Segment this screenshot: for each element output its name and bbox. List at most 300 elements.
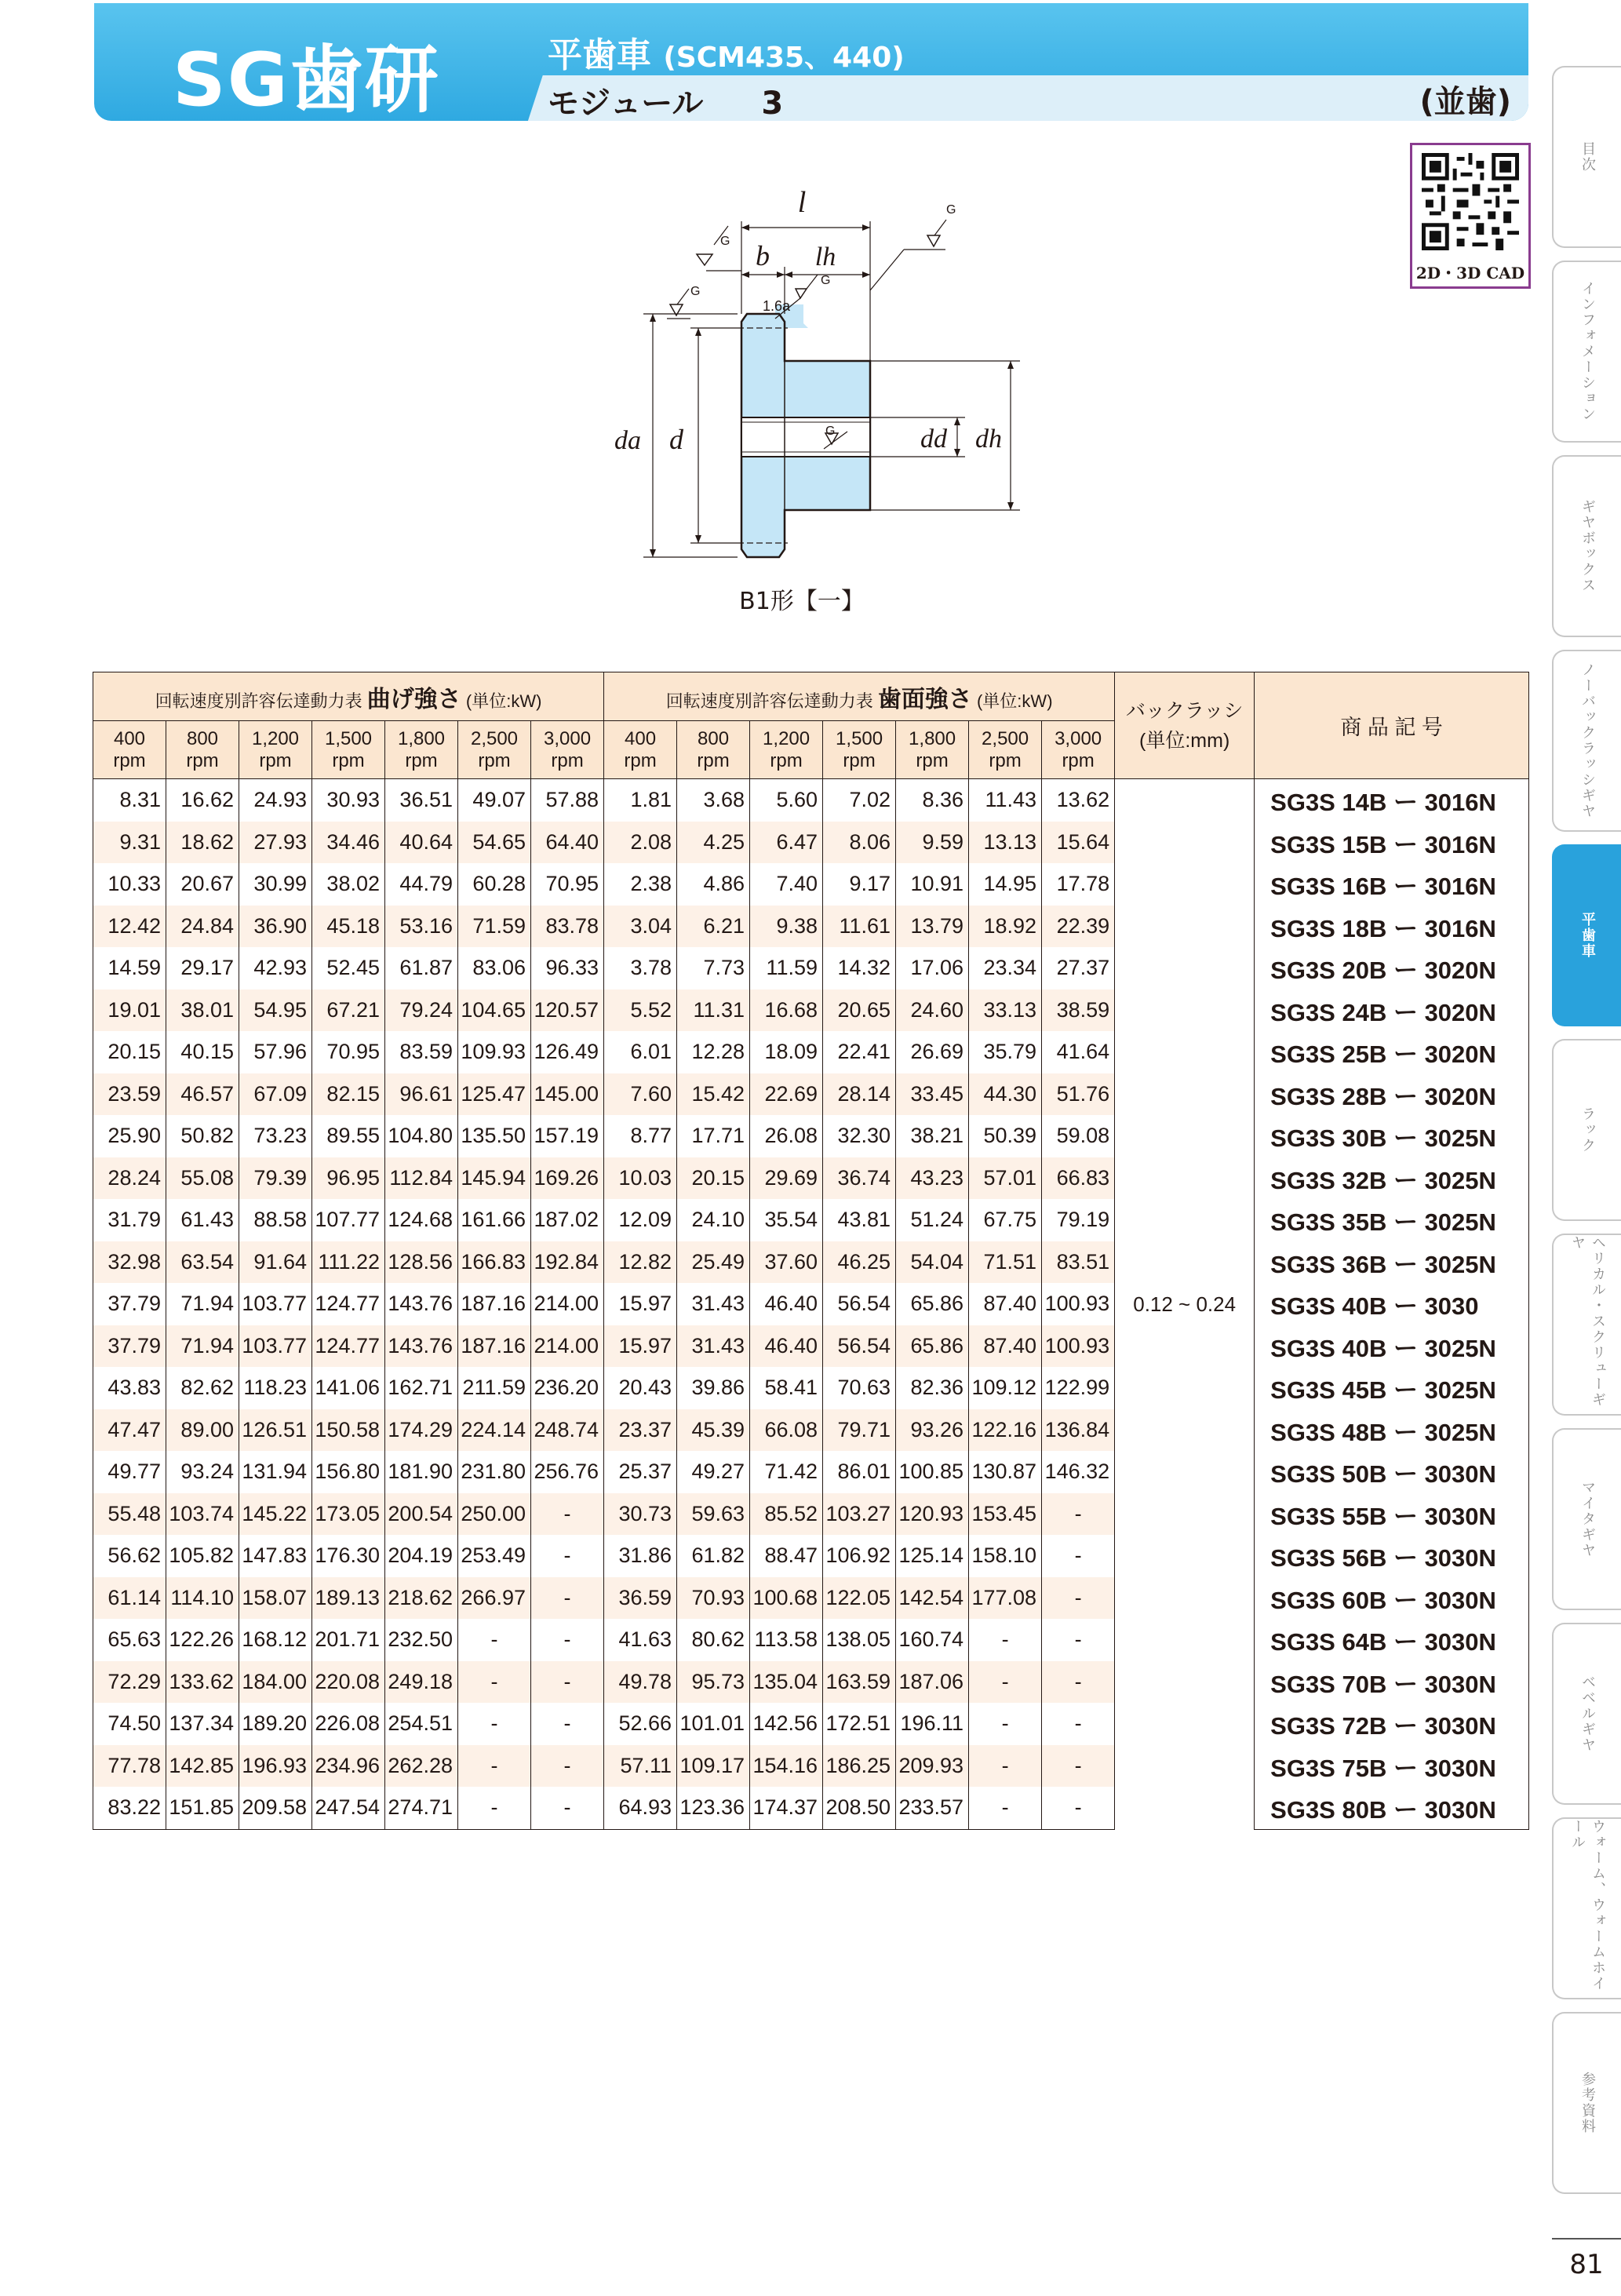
module-line	[548, 78, 783, 121]
bending-power-cell: 218.62	[385, 1577, 458, 1620]
surface-power-cell: 196.11	[896, 1703, 969, 1745]
drawing-caption: B1形【一】	[739, 588, 865, 615]
surface-power-cell: 7.60	[604, 1073, 677, 1116]
bending-power-cell: 168.12	[239, 1619, 312, 1661]
bending-power-cell: 104.65	[458, 989, 531, 1032]
product-code[interactable]: SG3S 25B ー 3020N	[1255, 1031, 1529, 1073]
surface-power-cell: 3.04	[604, 906, 677, 948]
bending-power-cell: 189.13	[312, 1577, 385, 1620]
side-tab-label: 参考資料	[1579, 2072, 1596, 2134]
gear-drawing	[596, 173, 1036, 620]
side-tab[interactable]	[1552, 844, 1621, 1026]
gear-type: 平歯車	[548, 35, 651, 75]
surface-power-cell: 20.43	[604, 1367, 677, 1409]
bending-power-cell: 52.45	[312, 947, 385, 989]
grind-mark-2: G	[690, 285, 701, 298]
bending-power-cell: 82.62	[166, 1367, 239, 1409]
table-row	[93, 1535, 1529, 1577]
surface-power-cell: 71.42	[750, 1451, 823, 1493]
surface-power-cell: 31.43	[677, 1325, 750, 1368]
bending-power-cell: 143.76	[385, 1283, 458, 1325]
surface-power-cell: -	[1042, 1619, 1115, 1661]
bending-power-cell: 38.02	[312, 863, 385, 906]
surface-power-cell: 2.08	[604, 822, 677, 864]
surface-power-cell: 46.40	[750, 1325, 823, 1368]
bending-power-cell: 249.18	[385, 1661, 458, 1704]
bending-power-cell: -	[458, 1787, 531, 1829]
bending-power-cell: 201.71	[312, 1619, 385, 1661]
side-tab-label: ノーバックラッシギヤ	[1579, 662, 1596, 819]
bending-power-cell: 184.00	[239, 1661, 312, 1704]
surface-power-cell: 160.74	[896, 1619, 969, 1661]
product-code[interactable]: SG3S 56B ー 3030N	[1255, 1535, 1529, 1577]
bending-power-cell: 209.58	[239, 1787, 312, 1829]
gear-type-line	[548, 27, 905, 77]
surface-power-cell: 209.93	[896, 1745, 969, 1788]
surface-power-cell: 38.59	[1042, 989, 1115, 1032]
rpm-header: 1,500 rpm	[312, 721, 385, 779]
bending-power-cell: 18.62	[166, 822, 239, 864]
product-code[interactable]: SG3S 75B ー 3030N	[1255, 1745, 1529, 1788]
surface-power-cell: 28.14	[823, 1073, 896, 1116]
material: (SCM435、440)	[663, 42, 905, 74]
side-tab[interactable]	[1552, 261, 1621, 443]
bending-power-cell: 67.21	[312, 989, 385, 1032]
rpm-header: 1,200 rpm	[239, 721, 312, 779]
dim-lh: lh	[814, 242, 836, 272]
side-tab[interactable]	[1552, 1817, 1621, 1999]
bending-power-cell: 150.58	[312, 1409, 385, 1452]
bending-power-cell: 262.28	[385, 1745, 458, 1788]
rpm-header: 3,000 rpm	[1042, 721, 1115, 779]
surface-power-cell: 142.54	[896, 1577, 969, 1620]
bending-power-cell: 83.78	[531, 906, 604, 948]
surface-power-cell: 22.69	[750, 1073, 823, 1116]
bending-power-cell: 103.77	[239, 1283, 312, 1325]
surface-power-cell: 65.86	[896, 1283, 969, 1325]
surface-power-cell: 2.38	[604, 863, 677, 906]
bending-power-cell: 89.00	[166, 1409, 239, 1452]
surface-power-cell: 10.91	[896, 863, 969, 906]
product-code[interactable]: SG3S 50B ー 3030N	[1255, 1451, 1529, 1493]
surface-power-cell: 8.77	[604, 1115, 677, 1157]
bending-power-cell: -	[531, 1577, 604, 1620]
bending-power-cell: 253.49	[458, 1535, 531, 1577]
surface-power-cell: 49.27	[677, 1451, 750, 1493]
bending-power-cell: 189.20	[239, 1703, 312, 1745]
side-tab-label: ベベルギヤ	[1579, 1675, 1596, 1753]
product-code-header: 商 品 記 号	[1255, 672, 1529, 779]
bending-power-cell: 9.31	[93, 822, 166, 864]
bending-power-cell: 176.30	[312, 1535, 385, 1577]
rpm-header: 1,800 rpm	[385, 721, 458, 779]
bending-power-cell: 224.14	[458, 1409, 531, 1452]
side-tab-label: ギヤボックス	[1579, 499, 1596, 593]
surface-power-cell: 61.82	[677, 1535, 750, 1577]
table-row	[93, 989, 1529, 1032]
surface-power-cell: -	[969, 1745, 1042, 1788]
surface-power-cell: 50.39	[969, 1115, 1042, 1157]
surface-power-cell: 56.54	[823, 1283, 896, 1325]
surface-power-cell: 70.93	[677, 1577, 750, 1620]
table-row	[93, 1241, 1529, 1284]
bending-power-cell: 204.19	[385, 1535, 458, 1577]
bending-power-cell: 220.08	[312, 1661, 385, 1704]
surface-power-cell: 57.01	[969, 1157, 1042, 1200]
bending-power-cell: 93.24	[166, 1451, 239, 1493]
bending-power-cell: 61.14	[93, 1577, 166, 1620]
rpm-header: 400 rpm	[604, 721, 677, 779]
bending-power-cell: 200.54	[385, 1493, 458, 1536]
surface-power-cell: 93.26	[896, 1409, 969, 1452]
product-code[interactable]: SG3S 18B ー 3016N	[1255, 906, 1529, 948]
bending-power-cell: 61.87	[385, 947, 458, 989]
rpm-header: 2,500 rpm	[458, 721, 531, 779]
surface-power-cell: 208.50	[823, 1787, 896, 1829]
surface-power-cell: -	[1042, 1577, 1115, 1620]
bending-power-cell: 96.33	[531, 947, 604, 989]
dim-l: l	[797, 186, 807, 219]
bending-power-cell: 63.54	[166, 1241, 239, 1284]
surface-power-cell: 43.23	[896, 1157, 969, 1200]
bending-power-cell: 70.95	[531, 863, 604, 906]
bending-power-cell: 8.31	[93, 779, 166, 822]
surface-power-cell: 146.32	[1042, 1451, 1115, 1493]
bending-power-cell: 12.42	[93, 906, 166, 948]
side-tab[interactable]	[1552, 66, 1621, 248]
surface-power-cell: 6.21	[677, 906, 750, 948]
bending-power-cell: 64.40	[531, 822, 604, 864]
bending-power-cell: 30.93	[312, 779, 385, 822]
bending-power-cell: 135.50	[458, 1115, 531, 1157]
bending-power-cell: 166.83	[458, 1241, 531, 1284]
product-code[interactable]: SG3S 45B ー 3025N	[1255, 1367, 1529, 1409]
bending-power-cell: 187.16	[458, 1325, 531, 1368]
product-code[interactable]: SG3S 24B ー 3020N	[1255, 989, 1529, 1032]
surface-power-cell: 153.45	[969, 1493, 1042, 1536]
surface-power-cell: 109.12	[969, 1367, 1042, 1409]
surface-power-cell: -	[969, 1661, 1042, 1704]
surface-power-cell: 123.36	[677, 1787, 750, 1829]
surface-power-cell: -	[969, 1619, 1042, 1661]
rpm-header: 800 rpm	[166, 721, 239, 779]
surface-power-cell: 54.04	[896, 1241, 969, 1284]
bending-power-cell: 16.62	[166, 779, 239, 822]
product-code[interactable]: SG3S 16B ー 3016N	[1255, 863, 1529, 906]
surface-power-cell: 122.16	[969, 1409, 1042, 1452]
product-code[interactable]: SG3S 28B ー 3020N	[1255, 1073, 1529, 1116]
surface-power-cell: 4.25	[677, 822, 750, 864]
table-row	[93, 947, 1529, 989]
side-tab[interactable]	[1552, 1234, 1621, 1416]
surface-power-cell: 15.97	[604, 1325, 677, 1368]
table-row	[93, 1787, 1529, 1829]
bending-power-cell: 10.33	[93, 863, 166, 906]
bending-power-cell: 37.79	[93, 1325, 166, 1368]
bending-power-cell: 151.85	[166, 1787, 239, 1829]
surface-power-cell: 57.11	[604, 1745, 677, 1788]
bending-power-cell: 133.62	[166, 1661, 239, 1704]
surface-power-cell: -	[969, 1787, 1042, 1829]
surface-power-cell: 15.42	[677, 1073, 750, 1116]
surface-power-cell: 233.57	[896, 1787, 969, 1829]
surface-power-cell: 23.34	[969, 947, 1042, 989]
side-tab[interactable]	[1552, 1039, 1621, 1221]
module-value: 3	[761, 86, 784, 121]
product-code[interactable]: SG3S 14B ー 3016N	[1255, 779, 1529, 822]
bending-power-cell: -	[531, 1745, 604, 1788]
table-row	[93, 1661, 1529, 1704]
table-row	[93, 1283, 1529, 1325]
bending-power-cell: 158.07	[239, 1577, 312, 1620]
product-code[interactable]: SG3S 20B ー 3020N	[1255, 947, 1529, 989]
bending-power-cell: 214.00	[531, 1283, 604, 1325]
surface-power-cell: 103.27	[823, 1493, 896, 1536]
side-tab-label: ラック	[1579, 1106, 1596, 1153]
surface-power-cell: 88.47	[750, 1535, 823, 1577]
product-code[interactable]: SG3S 36B ー 3025N	[1255, 1241, 1529, 1284]
surface-power-cell: 100.85	[896, 1451, 969, 1493]
bending-power-cell: 20.67	[166, 863, 239, 906]
product-code[interactable]: SG3S 64B ー 3030N	[1255, 1619, 1529, 1661]
surface-power-cell: 186.25	[823, 1745, 896, 1788]
table-row	[93, 1031, 1529, 1073]
table-row	[93, 1619, 1529, 1661]
bending-power-cell: 122.26	[166, 1619, 239, 1661]
surface-power-cell: 65.86	[896, 1325, 969, 1368]
bending-power-cell: 174.29	[385, 1409, 458, 1452]
surface-power-cell: 17.78	[1042, 863, 1115, 906]
bending-power-cell: 142.85	[166, 1745, 239, 1788]
bending-power-cell: 181.90	[385, 1451, 458, 1493]
table-row	[93, 1703, 1529, 1745]
bending-power-cell: 82.15	[312, 1073, 385, 1116]
bending-power-cell: 24.84	[166, 906, 239, 948]
surface-power-cell: 64.93	[604, 1787, 677, 1829]
product-code[interactable]: SG3S 72B ー 3030N	[1255, 1703, 1529, 1745]
surface-power-cell: 29.69	[750, 1157, 823, 1200]
surface-power-cell: 51.24	[896, 1199, 969, 1241]
surface-power-cell: 15.64	[1042, 822, 1115, 864]
side-tab-label: ウォーム、ウォームホイール	[1569, 1819, 1606, 1992]
backlash-value: 0.12 ~ 0.24	[1115, 779, 1255, 1830]
bending-power-cell: 28.24	[93, 1157, 166, 1200]
surface-power-cell: 100.93	[1042, 1325, 1115, 1368]
surface-power-cell: 163.59	[823, 1661, 896, 1704]
bending-power-cell: 25.90	[93, 1115, 166, 1157]
product-code[interactable]: SG3S 80B ー 3030N	[1255, 1787, 1529, 1829]
rpm-header: 2,500 rpm	[969, 721, 1042, 779]
bending-power-cell: 147.83	[239, 1535, 312, 1577]
surface-power-cell: 79.19	[1042, 1199, 1115, 1241]
surface-power-cell: 32.30	[823, 1115, 896, 1157]
bending-power-cell: 40.15	[166, 1031, 239, 1073]
bending-power-cell: 145.94	[458, 1157, 531, 1200]
surface-power-cell: 135.04	[750, 1661, 823, 1704]
product-code[interactable]: SG3S 30B ー 3025N	[1255, 1115, 1529, 1157]
surface-power-cell: 17.06	[896, 947, 969, 989]
power-rating-table	[93, 672, 1529, 1830]
side-tab[interactable]	[1552, 650, 1621, 832]
rpm-header: 800 rpm	[677, 721, 750, 779]
product-code[interactable]: SG3S 40B ー 3025N	[1255, 1325, 1529, 1368]
bending-power-cell: 47.47	[93, 1409, 166, 1452]
bending-power-cell: 74.50	[93, 1703, 166, 1745]
surface-power-cell: 79.71	[823, 1409, 896, 1452]
bending-power-cell: 29.17	[166, 947, 239, 989]
table-row	[93, 822, 1529, 864]
bending-power-cell: 42.93	[239, 947, 312, 989]
product-code[interactable]: SG3S 15B ー 3016N	[1255, 822, 1529, 864]
bending-power-cell: -	[531, 1619, 604, 1661]
product-code[interactable]: SG3S 35B ー 3025N	[1255, 1199, 1529, 1241]
bending-power-cell: 27.93	[239, 822, 312, 864]
product-code[interactable]: SG3S 48B ー 3025N	[1255, 1409, 1529, 1452]
bending-power-cell: 91.64	[239, 1241, 312, 1284]
bending-power-cell: 131.94	[239, 1451, 312, 1493]
bending-power-cell: 236.20	[531, 1367, 604, 1409]
bending-power-cell: -	[531, 1787, 604, 1829]
rpm-header: 3,000 rpm	[531, 721, 604, 779]
bending-power-cell: 89.55	[312, 1115, 385, 1157]
product-code[interactable]: SG3S 55B ー 3030N	[1255, 1493, 1529, 1536]
surface-power-cell: 11.43	[969, 779, 1042, 822]
surface-power-cell: -	[1042, 1703, 1115, 1745]
bending-power-cell: 232.50	[385, 1619, 458, 1661]
dim-dd: dd	[920, 425, 947, 454]
table-row	[93, 1157, 1529, 1200]
bending-power-cell: 88.58	[239, 1199, 312, 1241]
bending-power-cell: 145.00	[531, 1073, 604, 1116]
surface-power-cell: 125.14	[896, 1535, 969, 1577]
bending-power-cell: 56.62	[93, 1535, 166, 1577]
surface-power-cell: 30.73	[604, 1493, 677, 1536]
surface-power-cell: 41.63	[604, 1619, 677, 1661]
surface-power-cell: 59.63	[677, 1493, 750, 1536]
surface-power-cell: 20.15	[677, 1157, 750, 1200]
surface-power-cell: 3.78	[604, 947, 677, 989]
surface-power-cell: 58.41	[750, 1367, 823, 1409]
side-tab-label: 目次	[1579, 141, 1596, 173]
bending-power-cell: 55.08	[166, 1157, 239, 1200]
table-row	[93, 1367, 1529, 1409]
bending-power-cell: 162.71	[385, 1367, 458, 1409]
bending-power-cell: 60.28	[458, 863, 531, 906]
table-row	[93, 1199, 1529, 1241]
table-row	[93, 1409, 1529, 1452]
surface-power-cell: 26.69	[896, 1031, 969, 1073]
product-code[interactable]: SG3S 40B ー 3030	[1255, 1283, 1529, 1325]
surface-power-cell: 106.92	[823, 1535, 896, 1577]
dim-dh: dh	[975, 425, 1002, 454]
bending-power-cell: 45.18	[312, 906, 385, 948]
bending-power-cell: 72.29	[93, 1661, 166, 1704]
surface-power-cell: 25.37	[604, 1451, 677, 1493]
surface-power-cell: 59.08	[1042, 1115, 1115, 1157]
rpm-header: 1,800 rpm	[896, 721, 969, 779]
bending-power-cell: 254.51	[385, 1703, 458, 1745]
surface-power-cell: 5.60	[750, 779, 823, 822]
dim-d: d	[669, 424, 683, 455]
product-code[interactable]: SG3S 60B ー 3030N	[1255, 1577, 1529, 1620]
surface-power-cell: 122.99	[1042, 1367, 1115, 1409]
product-code[interactable]: SG3S 70B ー 3030N	[1255, 1661, 1529, 1704]
surface-power-cell: 13.79	[896, 906, 969, 948]
surface-power-cell: 177.08	[969, 1577, 1042, 1620]
surface-power-cell: 25.49	[677, 1241, 750, 1284]
bending-power-cell: 83.22	[93, 1787, 166, 1829]
bending-power-cell: 49.07	[458, 779, 531, 822]
surface-power-cell: 187.06	[896, 1661, 969, 1704]
dim-da: da	[614, 426, 641, 455]
page-header	[94, 3, 1528, 121]
bending-power-cell: 55.48	[93, 1493, 166, 1536]
table-row	[93, 1325, 1529, 1368]
bending-power-cell: 105.82	[166, 1535, 239, 1577]
side-tab[interactable]	[1552, 1623, 1621, 1805]
surface-power-cell: 6.01	[604, 1031, 677, 1073]
side-tab-label: インフォメーション	[1579, 281, 1596, 422]
bending-power-cell: -	[458, 1703, 531, 1745]
surface-power-cell: 7.02	[823, 779, 896, 822]
table-row	[93, 779, 1529, 822]
table-row	[93, 1493, 1529, 1536]
surface-power-cell: 41.64	[1042, 1031, 1115, 1073]
surface-power-cell: 85.52	[750, 1493, 823, 1536]
bending-power-cell: 103.77	[239, 1325, 312, 1368]
surface-power-cell: 138.05	[823, 1619, 896, 1661]
surface-power-cell: 7.40	[750, 863, 823, 906]
bending-power-cell: 49.77	[93, 1451, 166, 1493]
surface-power-cell: -	[1042, 1745, 1115, 1788]
bending-power-cell: 46.57	[166, 1073, 239, 1116]
bending-power-cell: 50.82	[166, 1115, 239, 1157]
surface-power-cell: 174.37	[750, 1787, 823, 1829]
bending-power-cell: 214.00	[531, 1325, 604, 1368]
side-tab[interactable]	[1552, 1428, 1621, 1610]
surface-power-cell: 100.93	[1042, 1283, 1115, 1325]
surface-power-cell: 39.86	[677, 1367, 750, 1409]
bending-power-cell: -	[531, 1703, 604, 1745]
bending-power-cell: 43.83	[93, 1367, 166, 1409]
bending-power-cell: 226.08	[312, 1703, 385, 1745]
bending-power-cell: 124.68	[385, 1199, 458, 1241]
product-code[interactable]: SG3S 32B ー 3025N	[1255, 1157, 1529, 1200]
side-tab[interactable]	[1552, 455, 1621, 637]
surface-power-cell: 12.09	[604, 1199, 677, 1241]
surface-power-cell: 33.45	[896, 1073, 969, 1116]
bending-power-cell: 124.77	[312, 1283, 385, 1325]
surface-power-cell: 4.86	[677, 863, 750, 906]
surface-power-cell: 120.93	[896, 1493, 969, 1536]
surface-power-cell: 1.81	[604, 779, 677, 822]
bending-power-cell: 57.88	[531, 779, 604, 822]
bending-power-cell: 71.59	[458, 906, 531, 948]
cad-qr-code[interactable]	[1410, 143, 1531, 289]
bending-power-cell: 247.54	[312, 1787, 385, 1829]
bending-power-cell: 109.93	[458, 1031, 531, 1073]
bending-power-cell: 161.66	[458, 1199, 531, 1241]
bending-power-cell: 143.76	[385, 1325, 458, 1368]
bending-power-cell: 20.15	[93, 1031, 166, 1073]
backlash-header: バックラッシ (単位:mm)	[1115, 672, 1255, 779]
surface-power-cell: 11.59	[750, 947, 823, 989]
bending-power-cell: 53.16	[385, 906, 458, 948]
side-tab[interactable]	[1552, 2012, 1621, 2194]
bending-power-cell: -	[531, 1493, 604, 1536]
surface-power-cell: 101.01	[677, 1703, 750, 1745]
surface-power-cell: 24.10	[677, 1199, 750, 1241]
